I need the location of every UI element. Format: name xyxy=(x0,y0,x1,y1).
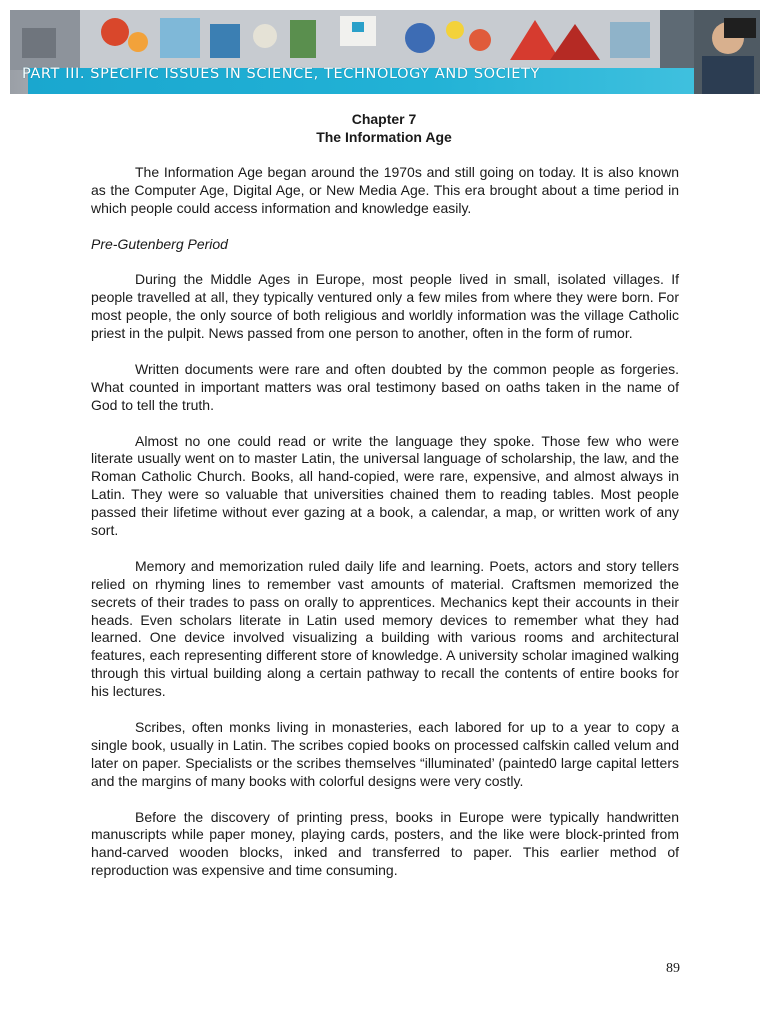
banner-collage-image xyxy=(10,10,760,70)
paragraph-written-documents: Written documents were rare and often doubted by the common people as forgeries. What counted in important matters was oral testimony based on oaths taken in the name of God to tell the truth. xyxy=(91,360,679,413)
section-heading: Pre-Gutenberg Period xyxy=(91,235,228,252)
banner-photo-image xyxy=(694,10,760,94)
paragraph-printing: Before the discovery of printing press, books in Europe were typically handwritten manuscripts while paper money, playing cards, posters, and the like were block-printed from hand-carved wooden blocks, inked and transferred to paper. This earlier method of reproduction was expensive and time consuming. xyxy=(91,808,679,879)
banner-title: PART III. SPECIFIC ISSUES IN SCIENCE, TECHNOLOGY AND SOCIETY xyxy=(22,66,540,82)
chapter-number: Chapter 7 xyxy=(351,111,417,127)
paragraph-middle-ages: During the Middle Ages in Europe, most people lived in small, isolated villages. If people travelled at all, they typically ventured only a few miles from where they were born. For most people, the only source of both religious and worldly information was the village Catholic priest in the pulpit. News passed from one person to another, often in the form of rumor. xyxy=(91,271,679,342)
document-body xyxy=(91,164,679,898)
chapter-title: The Information Age xyxy=(316,129,452,145)
paragraph-literacy: Almost no one could read or write the language they spoke. Those few who were literate usually went on to master Latin, the universal language of scholarship, the law, and the Roman Catholic Church. Books, all hand-copied, were rare, expensive, and almost always in Latin. They were so valuable that universities chained them to reading tables. Most people passed their lifetime without ever gazing at a book, a calendar, a map, or written work of any sort. xyxy=(91,432,679,539)
paragraph-intro: The Information Age began around the 1970s and still going on today. It is also known as the Computer Age, Digital Age, or New Media Age. This era brought about a time period in which people could access information and knowledge easily. xyxy=(91,164,679,216)
paragraph-scribes: Scribes, often monks living in monasteries, each labored for up to a year to copy a single book, usually in Latin. The scribes copied books on processed calfskin called velum and later on paper. Specialists or the scribes themselves “illuminated’ (painted0 large capital letters and the margins of many books with colorful designs were very costly. xyxy=(91,719,679,789)
paragraph-memory: Memory and memorization ruled daily life and learning. Poets, actors and story tellers relied on rhyming lines to remember vast amounts of material. Craftsmen memorized the secrets of their trades to pass on orally to apprentices. Mechanics kept their accounts in their heads. Even scholars literate in Latin used memory devices to remember what they had learned. One device involved visualizing a building with various rooms and architectural features, each representing different store of knowledge. A university scholar imagined walking through this virtual building along a certain pathway to recall the contents of entire books for his lectures. xyxy=(91,557,679,700)
page-number: 89 xyxy=(666,961,680,976)
